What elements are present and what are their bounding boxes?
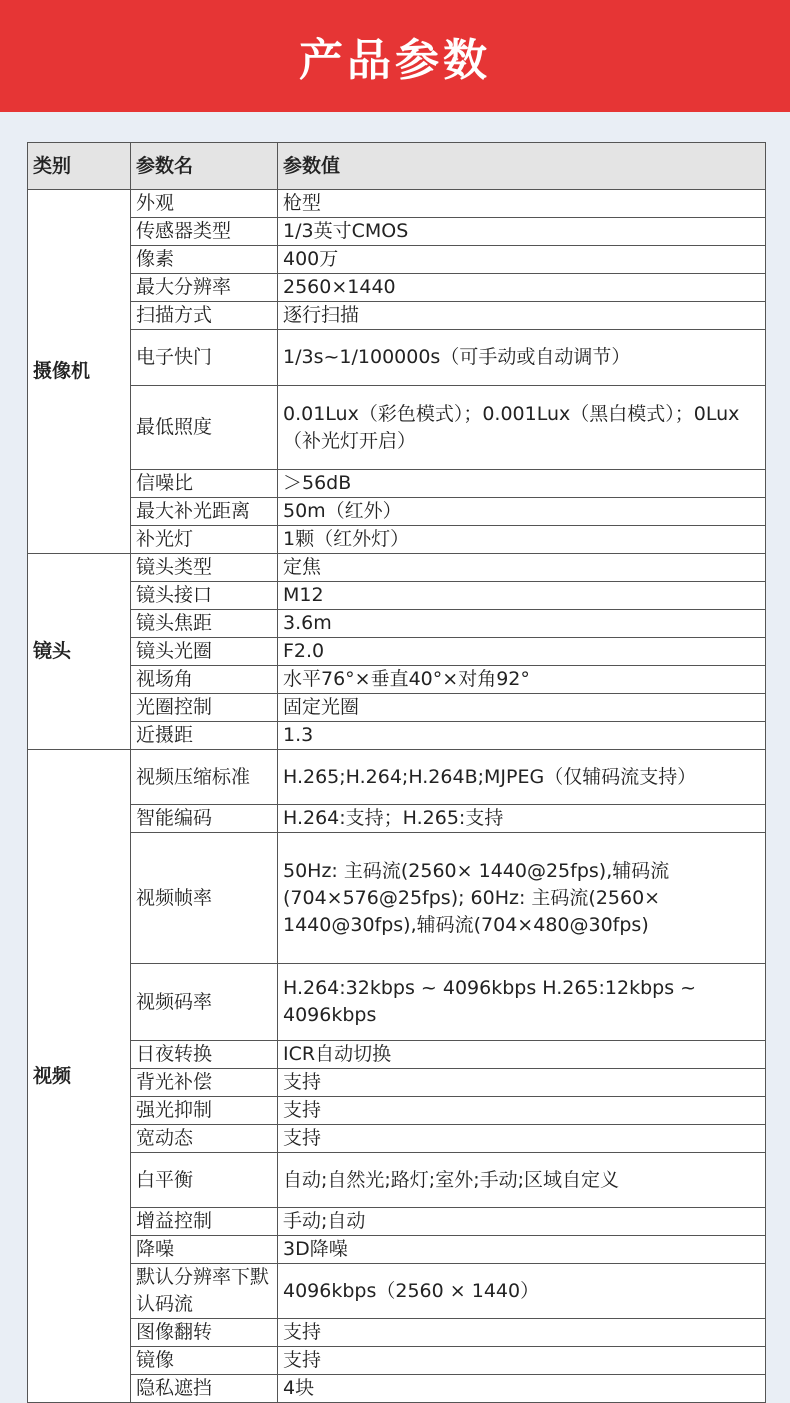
table-row [28, 498, 766, 526]
param-name-cell: 图像翻转 [131, 1319, 278, 1347]
header-category: 类别 [28, 143, 131, 190]
param-value-cell: 50m（红外） [278, 498, 766, 526]
table-row [28, 302, 766, 330]
param-name-cell: 最大补光距离 [131, 498, 278, 526]
table-row [28, 1347, 766, 1375]
param-value-cell: 支持 [278, 1125, 766, 1153]
param-value-cell: 3D降噪 [278, 1236, 766, 1264]
param-value-cell: H.265;H.264;H.264B;MJPEG（仅辅码流支持） [278, 750, 766, 805]
table-row [28, 526, 766, 554]
table-row [28, 1375, 766, 1403]
param-value-cell: H.264:32kbps ~ 4096kbps H.265:12kbps ~ 4096kbps [278, 964, 766, 1041]
param-name-cell: 扫描方式 [131, 302, 278, 330]
table-row [28, 1041, 766, 1069]
spec-table [27, 142, 766, 1403]
param-name-cell: 视场角 [131, 666, 278, 694]
param-name-cell: 最低照度 [131, 386, 278, 470]
param-name-cell: 强光抑制 [131, 1097, 278, 1125]
param-name-cell: 视频帧率 [131, 833, 278, 964]
header-param-value: 参数值 [278, 143, 766, 190]
param-name-cell: 增益控制 [131, 1208, 278, 1236]
table-row [28, 582, 766, 610]
param-value-cell: 400万 [278, 246, 766, 274]
param-value-cell: 1.3 [278, 722, 766, 750]
table-row [28, 470, 766, 498]
param-value-cell: H.264:支持；H.265:支持 [278, 805, 766, 833]
param-value-cell: 自动;自然光;路灯;室外;手动;区域自定义 [278, 1153, 766, 1208]
param-name-cell: 默认分辨率下默认码流 [131, 1264, 278, 1319]
param-name-cell: 光圈控制 [131, 694, 278, 722]
param-value-cell: 2560×1440 [278, 274, 766, 302]
param-name-cell: 隐私遮挡 [131, 1375, 278, 1403]
category-cell: 镜头 [28, 554, 131, 750]
param-name-cell: 视频码率 [131, 964, 278, 1041]
param-value-cell: 定焦 [278, 554, 766, 582]
table-header-row [28, 143, 766, 190]
table-row [28, 964, 766, 1041]
param-name-cell: 补光灯 [131, 526, 278, 554]
param-name-cell: 智能编码 [131, 805, 278, 833]
table-row [28, 610, 766, 638]
category-cell: 视频 [28, 750, 131, 1403]
param-value-cell: 手动;自动 [278, 1208, 766, 1236]
param-value-cell: 支持 [278, 1069, 766, 1097]
param-value-cell: 支持 [278, 1347, 766, 1375]
table-row [28, 1264, 766, 1319]
param-value-cell: 支持 [278, 1097, 766, 1125]
param-name-cell: 白平衡 [131, 1153, 278, 1208]
table-row [28, 218, 766, 246]
table-row [28, 274, 766, 302]
table-row [28, 1153, 766, 1208]
param-value-cell: 1/3英寸CMOS [278, 218, 766, 246]
table-body [28, 190, 766, 1403]
table-row [28, 386, 766, 470]
param-name-cell: 宽动态 [131, 1125, 278, 1153]
param-value-cell: 1颗（红外灯） [278, 526, 766, 554]
table-row [28, 722, 766, 750]
param-name-cell: 视频压缩标准 [131, 750, 278, 805]
page-title: 产品参数 [299, 35, 491, 86]
table-row [28, 1319, 766, 1347]
param-name-cell: 镜头焦距 [131, 610, 278, 638]
param-value-cell: 逐行扫描 [278, 302, 766, 330]
param-name-cell: 背光补偿 [131, 1069, 278, 1097]
param-value-cell: 50Hz: 主码流(2560× 1440@25fps),辅码流(704×576@25fps); 60Hz: 主码流(2560× 1440@30fps),辅码流(704×480@30fps) [278, 833, 766, 964]
param-name-cell: 镜头光圈 [131, 638, 278, 666]
table-row [28, 1125, 766, 1153]
param-value-cell: 固定光圈 [278, 694, 766, 722]
param-value-cell: ＞56dB [278, 470, 766, 498]
param-value-cell: 3.6m [278, 610, 766, 638]
param-value-cell: 4096kbps（2560 × 1440） [278, 1264, 766, 1319]
param-name-cell: 近摄距 [131, 722, 278, 750]
table-row [28, 1097, 766, 1125]
table-row [28, 1069, 766, 1097]
table-row [28, 554, 766, 582]
param-name-cell: 像素 [131, 246, 278, 274]
table-row [28, 750, 766, 805]
param-value-cell: M12 [278, 582, 766, 610]
param-name-cell: 外观 [131, 190, 278, 218]
table-row [28, 638, 766, 666]
table-row [28, 694, 766, 722]
param-name-cell: 镜头接口 [131, 582, 278, 610]
param-name-cell: 传感器类型 [131, 218, 278, 246]
param-value-cell: 枪型 [278, 190, 766, 218]
param-value-cell: F2.0 [278, 638, 766, 666]
table-row [28, 246, 766, 274]
param-name-cell: 镜像 [131, 1347, 278, 1375]
table-row [28, 666, 766, 694]
param-name-cell: 信噪比 [131, 470, 278, 498]
param-value-cell: ICR自动切换 [278, 1041, 766, 1069]
header-banner [0, 0, 790, 112]
param-name-cell: 降噪 [131, 1236, 278, 1264]
param-value-cell: 0.01Lux（彩色模式）；0.001Lux（黑白模式）；0Lux（补光灯开启） [278, 386, 766, 470]
category-cell: 摄像机 [28, 190, 131, 554]
param-value-cell: 水平76°×垂直40°×对角92° [278, 666, 766, 694]
table-row [28, 833, 766, 964]
param-value-cell: 4块 [278, 1375, 766, 1403]
table-row [28, 805, 766, 833]
param-name-cell: 镜头类型 [131, 554, 278, 582]
param-value-cell: 1/3s~1/100000s（可手动或自动调节） [278, 330, 766, 386]
table-row [28, 330, 766, 386]
param-name-cell: 电子快门 [131, 330, 278, 386]
header-param-name: 参数名 [131, 143, 278, 190]
table-row [28, 1236, 766, 1264]
table-row [28, 190, 766, 218]
param-name-cell: 最大分辨率 [131, 274, 278, 302]
param-value-cell: 支持 [278, 1319, 766, 1347]
param-name-cell: 日夜转换 [131, 1041, 278, 1069]
table-row [28, 1208, 766, 1236]
